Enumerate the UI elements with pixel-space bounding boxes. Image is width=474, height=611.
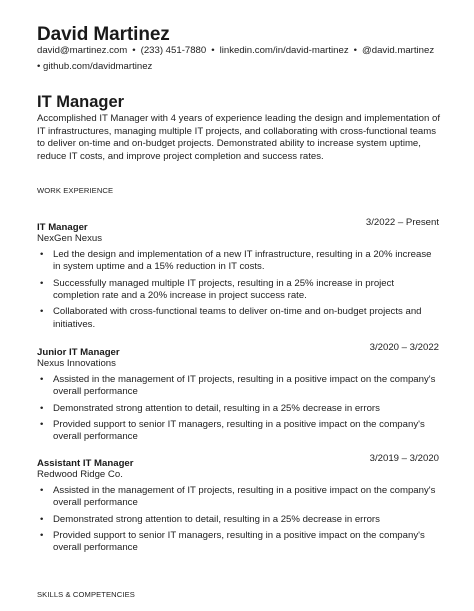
job-title: Assistant IT Manager — [37, 458, 134, 469]
job-entry — [37, 342, 439, 448]
profile-summary: Accomplished IT Manager with 4 years of experience leading the design and implementation of IT infrastructures, managing multiple IT projects, and collaborating with cross-functional teams to deliver on-time and on-budget projects. Demonstrated ability to increase system uptime, reduce IT costs, and improve project completion and success rates. — [37, 113, 440, 162]
contact-line — [37, 43, 447, 75]
bullet-dot: • — [40, 419, 44, 431]
contact-separator: • — [132, 45, 136, 56]
company-name: NexGen Nexus — [37, 233, 103, 244]
skills-heading: SKILLS & COMPETENCIES — [37, 590, 135, 599]
job-bullet: • Led the design and implementation of a new IT infrastructure, resulting in a 20% increase in system uptime and a 15% reduction in IT costs. — [40, 249, 432, 273]
job-bullet: • Provided support to senior IT managers, resulting in a positive impact on the company's overall performance — [40, 530, 425, 554]
job-bullet: • Provided support to senior IT managers, resulting in a positive impact on the company's overall performance — [40, 419, 425, 443]
contact-separator: • — [37, 61, 41, 72]
bullet-dot: • — [40, 530, 44, 542]
bullet-dot: • — [40, 277, 44, 289]
job-title: IT Manager — [37, 222, 88, 233]
job-header — [37, 453, 439, 467]
contact-github[interactable]: github.com/davidmartinez — [43, 61, 153, 72]
job-header — [37, 217, 439, 231]
job-entry — [37, 453, 439, 559]
job-entry — [37, 217, 439, 335]
profile-title: IT Manager — [37, 93, 125, 111]
bullet-dot: • — [40, 402, 44, 414]
job-dates: 3/2019 – 3/2020 — [369, 453, 439, 464]
job-bullet: • Assisted in the management of IT projects, resulting in a positive impact on the company's overall performance — [40, 485, 436, 509]
contact-separator: • — [211, 45, 215, 56]
job-header — [37, 342, 439, 356]
job-title: Junior IT Manager — [37, 347, 120, 358]
job-bullet: • Successfully managed multiple IT projects, resulting in a 25% increase in project completion rate and a 20% increase in project success rate. — [40, 277, 395, 301]
contact-email[interactable]: david@martinez.com — [37, 45, 128, 56]
job-dates: 3/2020 – 3/2022 — [369, 342, 439, 353]
job-bullet: • Assisted in the management of IT projects, resulting in a positive impact on the company's overall performance — [40, 374, 436, 398]
bullet-dot: • — [40, 513, 44, 525]
job-bullets — [37, 249, 439, 331]
contact-linkedin[interactable]: linkedin.com/in/david-martinez — [219, 45, 349, 56]
contact-phone[interactable]: (233) 451-7880 — [140, 45, 207, 56]
candidate-name: David Martinez — [37, 24, 170, 45]
company-name: Nexus Innovations — [37, 358, 116, 369]
contact-separator: • — [353, 45, 357, 56]
job-bullet: • Demonstrated strong attention to detail, resulting in a 25% decrease in errors — [40, 513, 380, 525]
contact-handle[interactable]: @david.martinez — [362, 45, 435, 56]
work-experience-heading: WORK EXPERIENCE — [37, 186, 114, 195]
job-bullets — [37, 374, 439, 444]
company-name: Redwood Ridge Co. — [37, 469, 123, 480]
job-bullets — [37, 485, 439, 555]
bullet-dot: • — [40, 485, 44, 496]
bullet-dot: • — [40, 249, 44, 260]
bullet-dot: • — [40, 306, 44, 318]
job-dates: 3/2022 – Present — [365, 217, 439, 228]
job-bullet: • Demonstrated strong attention to detail, resulting in a 25% decrease in errors — [40, 402, 380, 414]
job-bullet: • Collaborated with cross-functional teams to deliver on-time and on-budget projects and initiatives. — [40, 306, 422, 330]
bullet-dot: • — [40, 374, 44, 385]
